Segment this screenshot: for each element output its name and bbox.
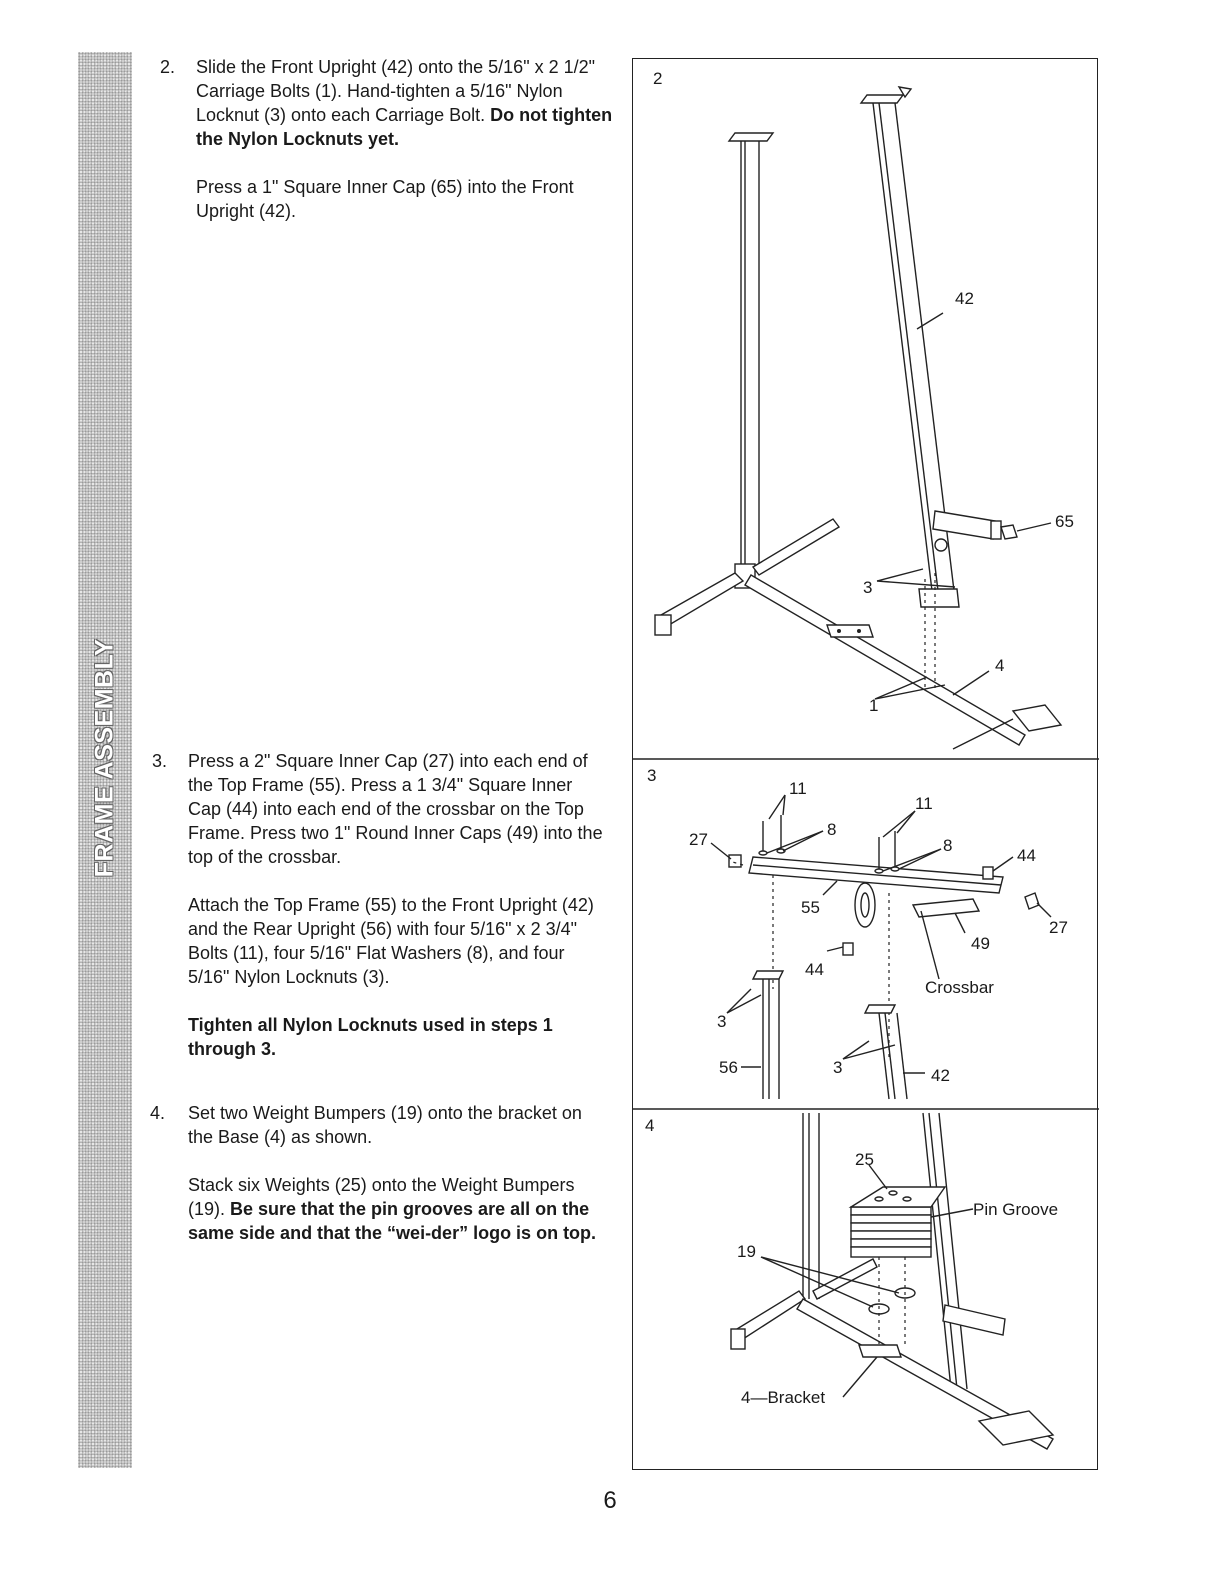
step-paragraph xyxy=(188,1173,605,1245)
callout-8: 8 xyxy=(943,836,953,855)
callout-pin-groove: Pin Groove xyxy=(973,1200,1059,1219)
callout-11: 11 xyxy=(915,794,933,813)
callout-3: 3 xyxy=(717,1012,727,1031)
page-number: 6 xyxy=(603,1487,617,1514)
step-paragraph xyxy=(188,1101,605,1149)
text-run: Press a 2" Square Inner Cap (27) into each end of the Top Frame (55). Press a 1 3/4" Square Inner Cap (44) into each end of the crossbar on the Top Frame. Press two 1" Round Inner Caps (49) into the top of the crossbar. xyxy=(188,751,603,867)
text-run: Slide the Front Upright (42) onto the 5/16" x 2 1/2" Carriage Bolts (1). Hand-tighten a 5/16" Nylon Locknut (3) onto each Carriage Bolt. xyxy=(196,57,596,125)
text-run: Set two Weight Bumpers (19) onto the bracket on the Base (4) as shown. xyxy=(188,1103,582,1147)
figure-number: 3 xyxy=(647,766,657,785)
callout-42: 42 xyxy=(955,289,974,308)
step-paragraph xyxy=(196,55,615,151)
text-run-bold: Tighten all Nylon Locknuts used in steps 1 through 3. xyxy=(188,1015,553,1059)
step-paragraph xyxy=(188,1013,607,1061)
callout-bracket: 4—Bracket xyxy=(741,1388,826,1407)
text-run-bold: Be sure that the pin grooves are all on the same side and that the “wei-der” logo is on top. xyxy=(188,1199,597,1243)
top-frame-drawing xyxy=(729,815,1039,1099)
step-4 xyxy=(150,1101,605,1245)
callout-11: 11 xyxy=(789,779,807,798)
text-run: Stack six Weights (25) onto the Weight Bumpers (19). xyxy=(188,1175,575,1219)
step-2 xyxy=(160,55,615,223)
step-number: 3. xyxy=(152,751,168,771)
callout-8: 8 xyxy=(827,820,837,839)
figure-3 xyxy=(647,766,1068,1099)
callout-27: 27 xyxy=(1049,918,1068,937)
callout-25: 25 xyxy=(855,1150,874,1169)
callout-44: 44 xyxy=(805,960,824,979)
callout-65: 65 xyxy=(1055,512,1074,531)
front-upright-drawing xyxy=(861,87,1017,689)
step-number: 2. xyxy=(160,57,176,77)
figure-2 xyxy=(653,69,1074,749)
callout-44: 44 xyxy=(1017,846,1036,865)
step-paragraph xyxy=(196,175,615,223)
figure-4 xyxy=(645,1113,1058,1449)
callout-crossbar: Crossbar xyxy=(925,978,994,997)
figure-2-leaders xyxy=(875,313,1051,699)
step-number: 4. xyxy=(150,1103,166,1123)
callout-42: 42 xyxy=(931,1066,950,1085)
figure-number: 4 xyxy=(645,1116,655,1135)
callout-1: 1 xyxy=(869,696,879,715)
text-run: Press a 1" Square Inner Cap (65) into the Front Upright (42). xyxy=(196,177,574,221)
callout-27: 27 xyxy=(689,830,708,849)
assembly-diagrams xyxy=(633,59,1099,1471)
callout-49: 49 xyxy=(971,934,990,953)
callout-3: 3 xyxy=(863,578,873,597)
text-run: Attach the Top Frame (55) to the Front Upright (42) and the Rear Upright (56) with four 5/16" x 2 3/4" Bolts (11), four 5/16" Flat Washers (8), and four 5/16" Nylon Locknuts (3). xyxy=(188,895,594,987)
step-paragraph xyxy=(188,749,607,869)
text-run-bold: Do not tighten the Nylon Locknuts yet. xyxy=(196,105,613,149)
section-title: FRAME ASSEMBLY xyxy=(90,638,119,878)
figure-number: 2 xyxy=(653,69,663,88)
step-3 xyxy=(152,749,607,1061)
callout-55: 55 xyxy=(801,898,820,917)
callout-4: 4 xyxy=(995,656,1005,675)
callout-56: 56 xyxy=(719,1058,738,1077)
callout-19: 19 xyxy=(737,1242,756,1261)
figure-panel xyxy=(632,58,1098,1470)
callout-3: 3 xyxy=(833,1058,843,1077)
step-paragraph xyxy=(188,893,607,989)
